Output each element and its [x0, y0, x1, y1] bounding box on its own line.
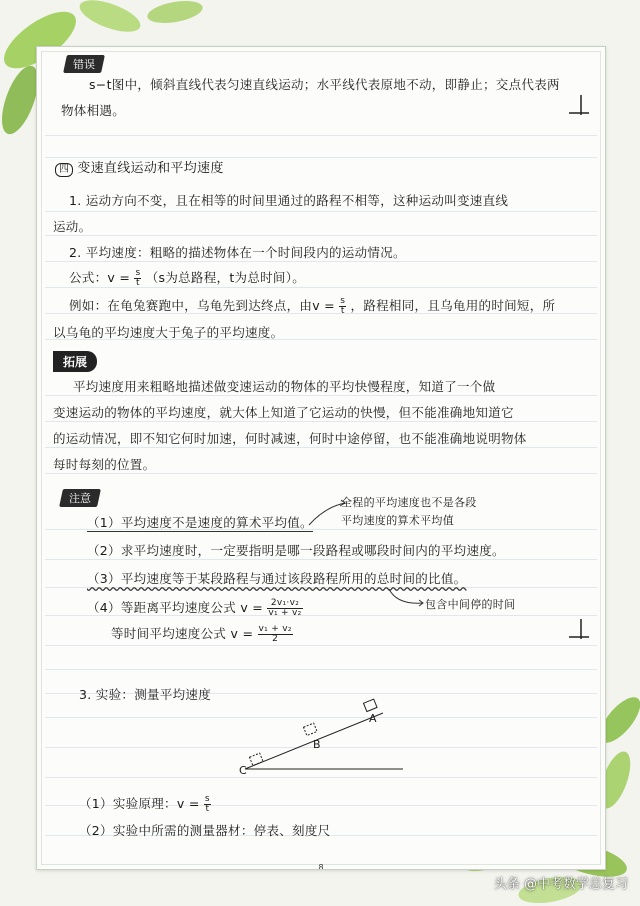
block-c: [249, 753, 263, 765]
page-number: 8: [318, 863, 324, 870]
section-heading: [55, 161, 224, 177]
ext-line1: 平均速度用来粗略地描述做变速运动的物体的平均快慢程度，知道了一个做: [73, 379, 496, 394]
label-b: B: [313, 738, 321, 751]
note2-item1: （1）平均速度不是速度的算术平均值。: [87, 515, 313, 530]
callout1-line1: 全程的平均速度也不是各段: [341, 496, 477, 509]
callout1-line2: 平均速度的算术平均值: [341, 514, 454, 527]
extension-badge: 拓展: [53, 351, 97, 372]
ext-line3: 的运动情况，即不知它何时加速，何时减速，何时中途停留，也不能准确地说明物体: [53, 431, 527, 446]
error-badge: 错误: [63, 55, 105, 73]
ext-line2: 变速运动的物体的平均速度，就大体上知道了它运动的快慢，但不能准确地知道它: [53, 405, 514, 420]
note2-item2: （2）求平均速度时，一定要指明是哪一段路程或哪段时间内的平均速度。: [87, 543, 505, 558]
s4-example-line1: 例如：在龟兔赛跑中，乌龟先到达终点，由v = $\frac{s}{t}$ ，路程相同，且乌龟用的时间短，所: [69, 296, 556, 316]
watermark: 头条 @中考数学总复习: [493, 877, 628, 892]
s4-p1-line2: 运动。: [53, 219, 92, 234]
corner-mark-1: [567, 93, 591, 117]
item5-fraction: $\frac{\text{v₁ + v₂}}{2}$: [258, 624, 292, 644]
section-number-badge: 四: [55, 163, 73, 177]
note1-line2: 物体相遇。: [61, 103, 126, 118]
incline-diagram: [227, 697, 417, 777]
s4-p2: 2. 平均速度：粗略的描述物体在一个时间段内的运动情况。: [69, 245, 406, 260]
callout-arrow-2: [387, 587, 427, 611]
experiment-title: 3. 实验：测量平均速度: [79, 687, 211, 702]
notebook-page: [36, 46, 606, 870]
label-a: A: [369, 712, 377, 725]
s4-formula: 公式：v = $\frac{s}{t}$ （s为总路程，t为总时间）。: [69, 268, 306, 288]
formula-fraction: $\frac{s}{t}$: [135, 268, 141, 288]
caution-badge: 注意: [59, 489, 101, 507]
note1-line1: s−t图中，倾斜直线代表匀速直线运动；水平线代表原地不动，即静止；交点代表两: [89, 77, 560, 92]
example-fraction: $\frac{s}{t}$: [340, 296, 346, 316]
block-a: [363, 699, 377, 711]
callout2: 包含中间停的时间: [425, 598, 516, 611]
s4-p1-line1: 1. 运动方向不变，且在相等的时间里通过的路程不相等，这种运动叫变速直线: [69, 193, 509, 208]
note2-item5: 等时间平均速度公式 v = $\frac{\text{v₁ + v₂}}{2}$: [111, 624, 292, 644]
s4-example-line2: 以乌龟的平均速度大于兔子的平均速度。: [53, 325, 284, 340]
item4-fraction: $\frac{\text{2v₁·v₂}}{\text{v₁ + v₂}}$: [268, 598, 302, 618]
note2-item4: （4）等距离平均速度公式 v = $\frac{\text{2v₁·v₂}}{\text{v₁ + v₂}}$: [87, 598, 302, 618]
corner-mark-2: [567, 617, 591, 641]
principle-fraction: $\frac{s}{t}$: [204, 794, 210, 814]
block-b: [303, 723, 317, 735]
label-c: C: [239, 764, 247, 777]
section-title: 变速直线运动和平均速度: [77, 161, 224, 176]
experiment-item2: （2）实验中所需的测量器材：停表、刻度尺: [79, 823, 331, 838]
ext-line4: 每时每刻的位置。: [53, 457, 156, 472]
experiment-item1: （1）实验原理：v = $\frac{s}{t}$: [79, 794, 210, 814]
note2-item3: （3）平均速度等于某段路程与通过该段路程所用的总时间的比值。: [87, 571, 467, 586]
